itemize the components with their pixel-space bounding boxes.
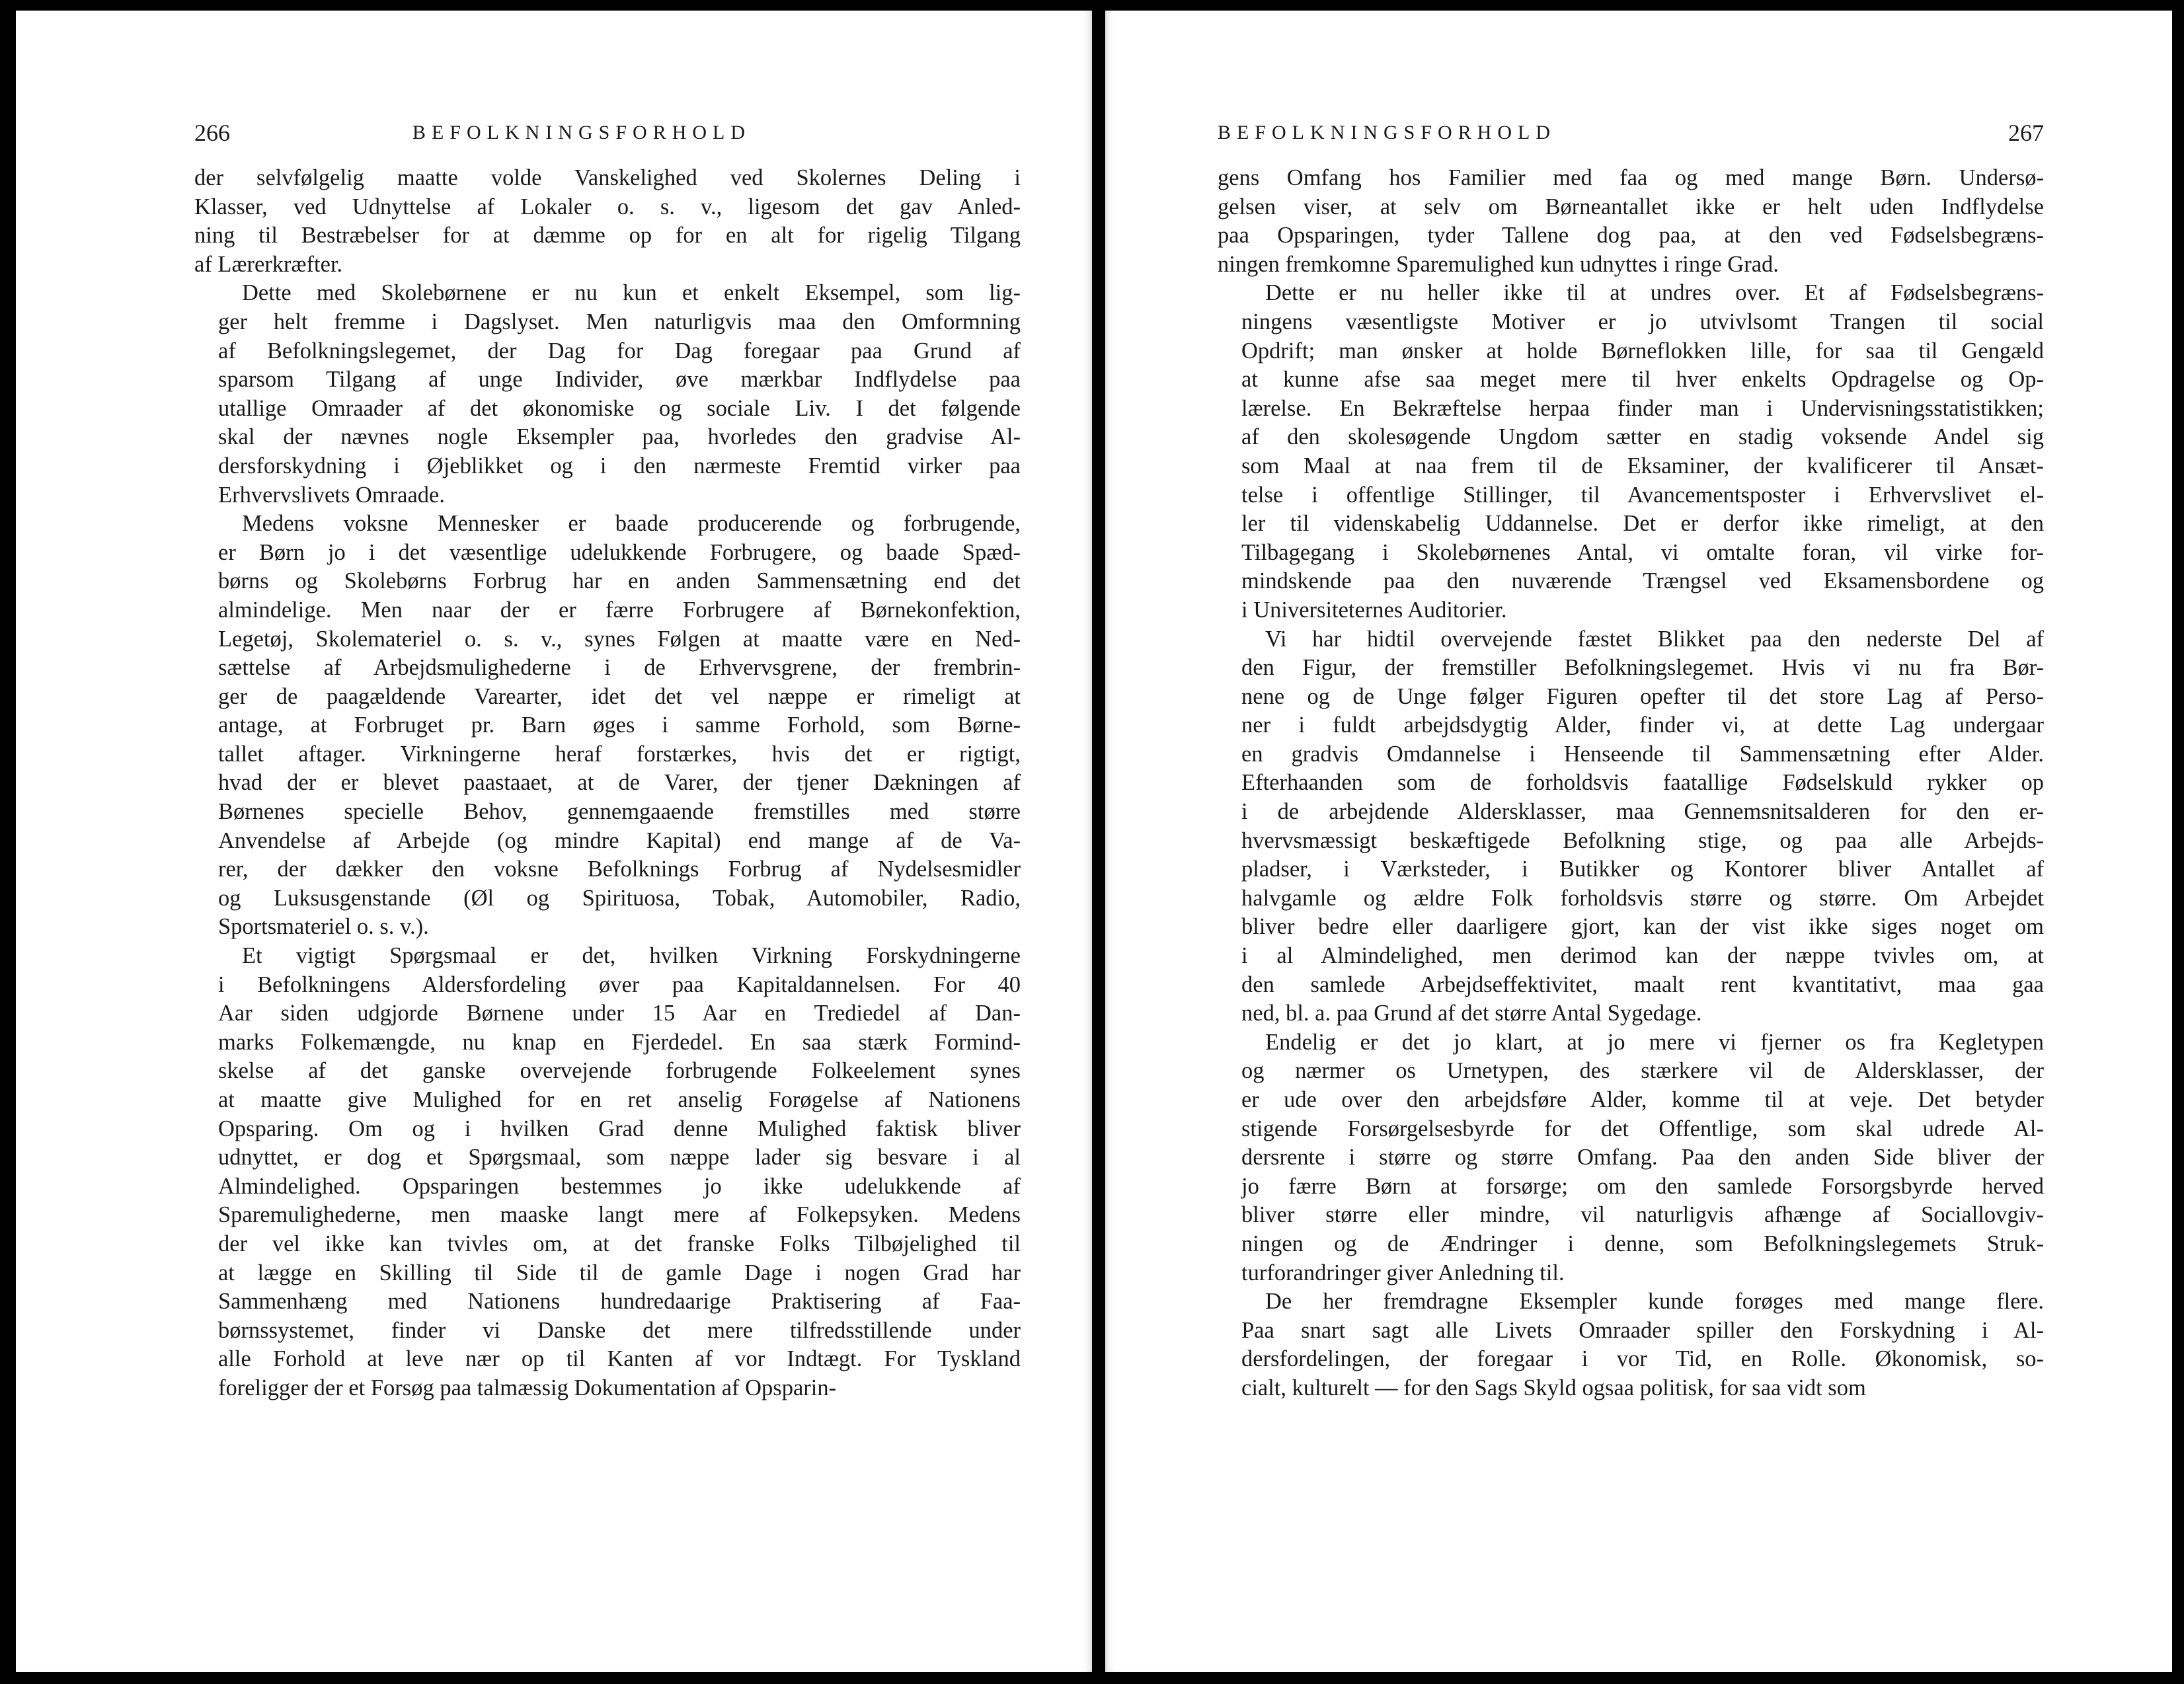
text-line: ningen fremkomne Sparemulighed kun udnyttes i ringe Grad. bbox=[1218, 251, 1779, 277]
paragraph bbox=[194, 279, 1021, 510]
right-page-body bbox=[1218, 164, 2044, 1403]
paragraph bbox=[1218, 164, 2044, 279]
text-line: en gradvis Omdannelse i Henseende til Sammensætning efter Alder. bbox=[1241, 741, 2044, 767]
text-line: gens Omfang hos Familier med faa og med mange Børn. Undersø- bbox=[1218, 165, 2044, 190]
text-line: hvervsmæssigt beskæftigede Befolkning stige, og paa alle Arbejds- bbox=[1241, 827, 2044, 853]
text-line: ned, bl. a. paa Grund af det større Antal Sygedage. bbox=[1241, 1001, 1702, 1026]
text-line: Tilbagegang i Skolebørnenes Antal, vi omtalte foran, vil virke for- bbox=[1241, 539, 2044, 565]
text-line: af Befolkningslegemet, der Dag for Dag foregaar paa Grund af bbox=[218, 338, 1021, 364]
text-line: at kunne afse saa meget mere til hver enkelts Opdragelse og Op- bbox=[1241, 367, 2044, 393]
text-line: Børnenes specielle Behov, gennemgaaende fremstilles med større bbox=[218, 799, 1021, 825]
left-running-title: BEFOLKNINGSFORHOLD bbox=[412, 122, 752, 143]
text-line: i de arbejdende Aldersklasser, maa Gennemsnitsalderen for den er- bbox=[1241, 799, 2044, 825]
text-line: Erhvervslivets Omraade. bbox=[218, 482, 445, 508]
text-line: at lægge en Skilling til Side til de gamle Dage i nogen Grad har bbox=[218, 1260, 1021, 1285]
text-line: ner i fuldt arbejdsdygtig Alder, finder vi, at dette Lag undergaar bbox=[1241, 712, 2044, 738]
text-line: ger de paagældende Varearter, idet det vel næppe er rimeligt at bbox=[218, 683, 1021, 709]
paragraph bbox=[1218, 625, 2044, 1028]
left-page-body bbox=[194, 164, 1021, 1403]
text-line: mindskende paa den nuværende Trængsel ved Eksamensbordene og bbox=[1241, 568, 2044, 594]
text-line: tallet aftager. Virkningerne heraf forstærkes, hvis det er rigtigt, bbox=[218, 741, 1021, 767]
text-line: rer, der dækker den voksne Befolknings Forbrug af Nydelsesmidler bbox=[218, 857, 1021, 882]
text-line: Opsparing. Om og i hvilken Grad denne Mulighed faktisk bliver bbox=[218, 1116, 1021, 1141]
text-line: nene og de Unge følger Figuren opefter til det store Lag af Perso- bbox=[1241, 683, 2044, 709]
text-line: Endelig er det jo klart, at jo mere vi fjerner os fra Kegletypen bbox=[1265, 1029, 2044, 1055]
text-line: De her fremdragne Eksempler kunde forøges med mange flere. bbox=[1265, 1289, 2044, 1315]
right-running-title: BEFOLKNINGSFORHOLD bbox=[1218, 122, 1557, 143]
left-page bbox=[16, 11, 1092, 1672]
text-line: alle Forhold at leve nær op til Kanten af vor Indtægt. For Tyskland bbox=[218, 1346, 1021, 1372]
text-line: turforandringer giver Anledning til. bbox=[1241, 1260, 1565, 1285]
text-line: Anvendelse af Arbejde (og mindre Kapital) end mange af de Va- bbox=[218, 827, 1021, 853]
text-line: almindelige. Men naar der er færre Forbrugere af Børnekonfektion, bbox=[218, 597, 1021, 623]
text-line: Sammenhæng med Nationens hundredaarige Praktisering af Faa- bbox=[218, 1289, 1021, 1315]
text-line: der vel ikke kan tvivles om, at det franske Folks Tilbøjelighed til bbox=[218, 1231, 1021, 1256]
text-line: er ude over den arbejdsføre Alder, komme til at veje. Det betyder bbox=[1241, 1087, 2044, 1112]
paragraph bbox=[194, 510, 1021, 942]
right-page-header bbox=[1218, 116, 2044, 149]
text-line: er Børn jo i det væsentlige udelukkende Forbrugere, og baade Spæd- bbox=[218, 539, 1021, 565]
text-line: ler til videnskabelig Uddannelse. Det er derfor ikke rimeligt, at den bbox=[1241, 511, 2044, 537]
text-line: Vi har hidtil overvejende fæstet Blikket paa den nederste Del af bbox=[1265, 626, 2044, 652]
text-line: Opdrift; man ønsker at holde Børneflokken lille, for saa til Gengæld bbox=[1241, 338, 2044, 364]
text-line: Legetøj, Skolemateriel o. s. v., synes Følgen at maatte være en Ned- bbox=[218, 626, 1021, 652]
text-line: skal der nævnes nogle Eksempler paa, hvorledes den gradvise Al- bbox=[218, 424, 1021, 450]
paragraph bbox=[1218, 1028, 2044, 1287]
text-line: Medens voksne Mennesker er baade producerende og forbrugende, bbox=[242, 511, 1021, 537]
text-line: ger helt fremme i Dagslyset. Men naturligvis maa den Omformning bbox=[218, 309, 1021, 334]
text-line: cialt, kulturelt — for den Sags Skyld ogsaa politisk, for saa vidt som bbox=[1241, 1375, 1866, 1400]
text-line: og nærmer os Urnetypen, des stærkere vil de Aldersklasser, der bbox=[1241, 1058, 2044, 1084]
text-line: Sparemulighederne, men maaske langt mere af Folkepsyken. Medens bbox=[218, 1202, 1021, 1228]
text-line: paa Opsparingen, tyder Tallene dog paa, at den ved Fødselsbegræns- bbox=[1218, 223, 2044, 249]
text-line: børns og Skolebørns Forbrug har en anden Sammensætning end det bbox=[218, 568, 1021, 594]
text-line: dersforskydning i Øjeblikket og i den nærmeste Fremtid virker paa bbox=[218, 453, 1021, 478]
text-line: Dette er nu heller ikke til at undres over. Et af Fødselsbegræns- bbox=[1265, 280, 2044, 306]
text-line: Klasser, ved Udnyttelse af Lokaler o. s. v., ligesom det gav Anled- bbox=[194, 194, 1021, 219]
text-line: ningens væsentligste Motiver er jo utvivlsomt Trangen til social bbox=[1241, 309, 2044, 334]
text-line: den samlede Arbejdseffektivitet, maalt rent kvantitativt, maa gaa bbox=[1241, 972, 2044, 997]
text-line: lærelse. En Bekræftelse herpaa finder man i Undervisningsstatistikken; bbox=[1241, 395, 2044, 421]
text-line: skelse af det ganske overvejende forbrugende Folkeelement synes bbox=[218, 1058, 1021, 1084]
paragraph bbox=[194, 942, 1021, 1403]
text-line: dersrente i større og større Omfang. Paa den anden Side bliver der bbox=[1241, 1145, 2044, 1170]
text-line: ning til Bestræbelser for at dæmme op for en alt for rigelig Tilgang bbox=[194, 223, 1021, 249]
text-line: Almindelighed. Opsparingen bestemmes jo ikke udelukkende af bbox=[218, 1173, 1021, 1199]
left-page-number: 266 bbox=[194, 120, 230, 146]
text-line: gelsen viser, at selv om Børneantallet ikke er helt uden Indflydelse bbox=[1218, 194, 2044, 219]
text-line: Sportsmateriel o. s. v.). bbox=[218, 914, 429, 940]
text-line: marks Folkemængde, nu knap en Fjerdedel. En saa stærk Formind- bbox=[218, 1029, 1021, 1055]
text-line: Et vigtigt Spørgsmaal er det, hvilken Virkning Forskydningerne bbox=[242, 943, 1021, 969]
text-line: Paa snart sagt alle Livets Omraader spiller den Forskydning i Al- bbox=[1241, 1317, 2044, 1343]
text-line: af den skolesøgende Ungdom sætter en stadig voksende Andel sig bbox=[1241, 424, 2044, 450]
text-line: Aar siden udgjorde Børnene under 15 Aar en Trediedel af Dan- bbox=[218, 1001, 1021, 1026]
text-line: den Figur, der fremstiller Befolkningslegemet. Hvis vi nu fra Bør- bbox=[1241, 655, 2044, 681]
text-line: børnssystemet, finder vi Danske det mere tilfredsstillende under bbox=[218, 1317, 1021, 1343]
paragraph bbox=[1218, 279, 2044, 625]
text-line: der selvfølgelig maatte volde Vanskelighed ved Skolernes Deling i bbox=[194, 165, 1021, 190]
text-line: af Lærerkræfter. bbox=[194, 251, 343, 277]
text-line: halvgamle og ældre Folk forholdsvis større og større. Om Arbejdet bbox=[1241, 885, 2044, 911]
right-page-number: 267 bbox=[2008, 120, 2044, 146]
paragraph bbox=[1218, 1287, 2044, 1402]
text-line: foreligger der et Forsøg paa talmæssig Dokumentation af Opsparin- bbox=[218, 1375, 837, 1400]
text-line: at maatte give Mulighed for en ret anselig Forøgelse af Nationens bbox=[218, 1087, 1021, 1112]
text-line: bliver bedre eller daarligere gjort, kan der vist ikke siges noget om bbox=[1241, 914, 2044, 940]
text-line: jo færre Børn at forsørge; om den samlede Forsorgsbyrde herved bbox=[1241, 1173, 2044, 1199]
paragraph bbox=[194, 164, 1021, 279]
text-line: telse i offentlige Stillinger, til Avancementsposter i Erhvervslivet el- bbox=[1241, 482, 2044, 508]
text-line: i Befolkningens Aldersfordeling øver paa Kapitaldannelsen. For 40 bbox=[218, 972, 1021, 997]
text-line: sparsom Tilgang af unge Individer, øve mærkbar Indflydelse paa bbox=[218, 367, 1021, 393]
left-page-header bbox=[194, 116, 1021, 149]
text-line: ningen og de Ændringer i denne, som Befolkningslegemets Struk- bbox=[1241, 1231, 2044, 1256]
text-line: i Universiteternes Auditorier. bbox=[1241, 597, 1507, 623]
text-line: stigende Forsørgelsesbyrde for det Offentlige, som skal udrede Al- bbox=[1241, 1116, 2044, 1141]
text-line: udnyttet, er dog et Spørgsmaal, som næppe lader sig besvare i al bbox=[218, 1145, 1021, 1170]
text-line: Efterhaanden som de forholdsvis faatallige Fødselskuld rykker op bbox=[1241, 770, 2044, 796]
text-line: antage, at Forbruget pr. Barn øges i samme Forhold, som Børne- bbox=[218, 712, 1021, 738]
text-line: i al Almindelighed, men derimod kan der næppe tvivles om, at bbox=[1241, 943, 2044, 969]
text-line: pladser, i Værksteder, i Butikker og Kontorer bliver Antallet af bbox=[1241, 857, 2044, 882]
text-line: utallige Omraader af det økonomiske og sociale Liv. I det følgende bbox=[218, 395, 1021, 421]
text-line: sættelse af Arbejdsmulighederne i de Erhvervsgrene, der frembrin- bbox=[218, 655, 1021, 681]
text-line: bliver større eller mindre, vil naturligvis afhænge af Sociallovgiv- bbox=[1241, 1202, 2044, 1228]
text-line: Dette med Skolebørnene er nu kun et enkelt Eksempel, som lig- bbox=[242, 280, 1021, 306]
text-line: hvad der er blevet paastaaet, at de Varer, der tjener Dækningen af bbox=[218, 770, 1021, 796]
text-line: dersfordelingen, der foregaar i vor Tid, en Rolle. Økonomisk, so- bbox=[1241, 1346, 2044, 1372]
right-page bbox=[1105, 11, 2172, 1672]
text-line: som Maal at naa frem til de Eksaminer, der kvalificerer til Ansæt- bbox=[1241, 453, 2044, 478]
text-line: og Luksusgenstande (Øl og Spirituosa, Tobak, Automobiler, Radio, bbox=[218, 885, 1021, 911]
